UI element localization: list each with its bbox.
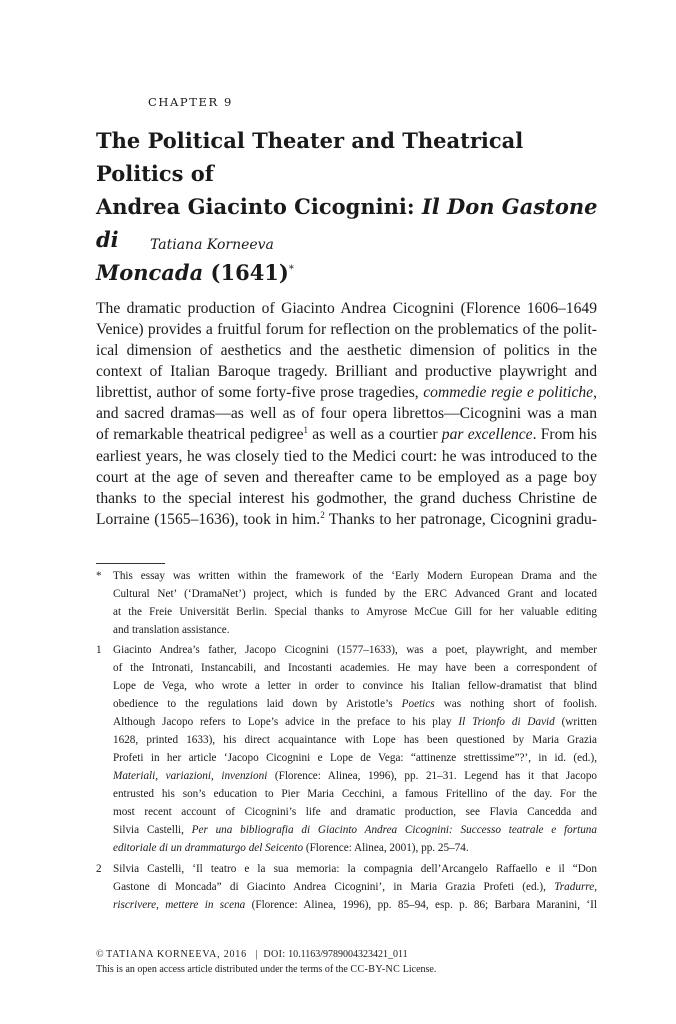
body-text-span: Thanks to her patronage, Cicognini gradu- — [324, 511, 597, 528]
body-text-span: . From his — [532, 426, 597, 443]
body-line: court at the age of seven and thereafter came to be employed as a page boy — [96, 469, 597, 486]
footnote-italic-span: Poetics — [401, 698, 435, 710]
body-line: Venice) provides a fruitful forum for reflection on the problematics of the polit- — [96, 321, 597, 338]
footnote-line: This essay was written within the framework of the ‘Early Modern European Drama and the — [113, 570, 597, 582]
body-line — [96, 384, 597, 402]
footnote-line: Silvia Castelli, ‘Il teatro e la sua memoria: la compagnia dell’Arcangelo Raffaello e il “Don — [113, 863, 597, 875]
footnote-line: entrusted his son’s education to Pier Maria Cecchini, a famous Fritellino of the day. For the — [113, 788, 597, 800]
body-line: earliest years, he was closely tied to the Medici court: he was introduced to the — [96, 448, 597, 465]
footnote-line — [113, 842, 597, 854]
footnote-line: most recent account of Cicognini’s life and dramatic production, see Flavia Cancedda and — [113, 806, 597, 818]
footnote-line: Lope de Vega, who wrote a letter in order to convince his Italian fellow-dramatist that blind — [113, 680, 597, 692]
footnote-text-span: (Florence: Alinea, 1996), pp. 21–31. Legend has it that Jacopo — [267, 770, 597, 782]
footnote-mark-2: 2 — [96, 863, 102, 875]
body-text-span: as well as a courtier — [308, 426, 442, 443]
body-line — [96, 426, 597, 444]
body-line: The dramatic production of Giacinto Andrea Cicognini (Florence 1606–1649 — [96, 300, 597, 317]
body-italic-span: par excellence — [441, 426, 533, 443]
footnote-text-span: Advanced Grant and located — [447, 588, 597, 600]
footnote-text-span: (Florence: Alinea, 1996), pp. 85–94, esp. p. 86; Barbara Maranini, ‘Il — [245, 899, 597, 911]
footnote-text-span: Although Jacopo refers to Lope’s advice in the preface to his play — [113, 716, 459, 728]
copyright-name: TATIANA KORNEEVA, 2016 — [106, 949, 247, 960]
footnote-text-span: was nothing short of foolish. — [434, 698, 597, 710]
footnote-italic-span: Per una bibliografia di Giacinto Andrea Cicognini: Successo teatrale e fortuna — [191, 824, 597, 836]
footnote-text-span: Cultural Net’ (‘DramaNet’) project, which is funded by the — [113, 588, 425, 600]
footnote-italic-span: editoriale di un drammaturgo del Seicento — [113, 842, 304, 854]
footer-separator: | — [255, 949, 258, 960]
footnote-text-span: (written — [554, 716, 597, 728]
license-text: License. — [400, 964, 437, 975]
footnote-separator — [96, 563, 165, 564]
title-line-2-regular: Andrea Giacinto Cicognini: — [96, 194, 422, 219]
footnote-line — [113, 588, 597, 600]
license-text: This is an open access article distributed under the terms of the — [96, 964, 351, 975]
title-note-mark[interactable]: * — [288, 264, 294, 275]
footnote-line — [113, 770, 597, 782]
footnote-line: Profeti in her article ‘Jacopo Cicognini e Lope de Vega: “attinenze strettissime”?’, in id. (ed.), — [113, 752, 597, 764]
footnote-line: Giacinto Andrea’s father, Jacopo Cicognini (1577–1633), was a poet, playwright, and member — [113, 644, 597, 656]
body-text-span: , — [593, 384, 597, 401]
license-line — [96, 964, 436, 975]
title-line-3-regular: (1641) — [203, 260, 289, 285]
body-line: ical dimension of aesthetics and the aesthetic dimension of politics in the — [96, 342, 597, 359]
footnote-line — [113, 698, 597, 710]
license-link[interactable]: CC-BY-NC — [350, 964, 401, 975]
footnote-italic-span: Il Trionfo di David — [458, 716, 555, 728]
body-text-span: librettist, author of some forty-five prose tragedies, — [96, 384, 424, 401]
title-line-2-italic: Il Don Gastone di — [96, 194, 598, 252]
body-line — [96, 511, 597, 529]
footnote-ref-1[interactable]: 1 — [303, 424, 309, 435]
body-italic-span: commedie regie e politiche — [423, 384, 594, 401]
footnote-ref-2[interactable]: 2 — [320, 509, 325, 520]
body-text-span: of remarkable theatrical pedigree — [96, 426, 304, 443]
footnote-line — [113, 824, 597, 836]
author-name: Tatiana Korneeva — [150, 237, 274, 253]
footnote-italic-span: riscrivere, mettere in scena — [113, 899, 246, 911]
body-line: thanks to the special interest his godmother, the grand duchess Christine de — [96, 490, 597, 507]
footnote-text-span: Silvia Castelli, — [113, 824, 192, 836]
chapter-title — [96, 124, 616, 289]
footnote-line — [113, 899, 597, 911]
footnote-line — [113, 881, 597, 893]
footnote-line — [113, 716, 597, 728]
footnote-italic-span: Tradurre, — [554, 881, 597, 893]
footnote-line: at the Freie Universität Berlin. Special thanks to Amyrose McCue Gill for her valuable editing — [113, 606, 597, 618]
copyright-symbol: © — [96, 949, 104, 960]
title-line-1: The Political Theater and Theatrical Politics of — [96, 128, 524, 186]
footnote-mark-star: * — [96, 570, 102, 582]
body-line: context of Italian Baroque tragedy. Brilliant and productive playwright and — [96, 363, 597, 380]
footnote-text-span: obedience to the regulations laid down by Aristotle’s — [113, 698, 402, 710]
title-line-3-italic: Moncada — [96, 260, 204, 285]
doi-label: DOI: — [263, 949, 286, 960]
footnote-line: 1628, printed 1633), his direct acquaintance with Lope has been questioned by Maria Grazia — [113, 734, 597, 746]
footnote-line: of the Intronati, Instancabili, and Incostanti academies. He may have been a correspondent of — [113, 662, 597, 674]
body-text-span: Lorraine (1565–1636), took in him. — [96, 511, 321, 528]
footnote-smallcaps-span: ERC — [424, 588, 448, 600]
footnote-line: and translation assistance. — [113, 624, 230, 636]
copyright-line — [96, 949, 408, 960]
footnote-mark-1: 1 — [96, 644, 102, 656]
footnote-text-span: Gastone di Moncada” di Giacinto Andrea Cicognini’, in Maria Grazia Profeti (ed.), — [113, 881, 555, 893]
chapter-label: CHAPTER 9 — [148, 95, 233, 109]
footnote-text-span: (Florence: Alinea, 2001), pp. 25–74. — [303, 842, 469, 854]
doi-link[interactable]: 10.1163/9789004323421_011 — [288, 949, 408, 960]
body-line: and sacred dramas—as well as of four opera librettos—Cicognini was a man — [96, 405, 597, 422]
footnote-italic-span: Materiali, variazioni, invenzioni — [113, 770, 268, 782]
